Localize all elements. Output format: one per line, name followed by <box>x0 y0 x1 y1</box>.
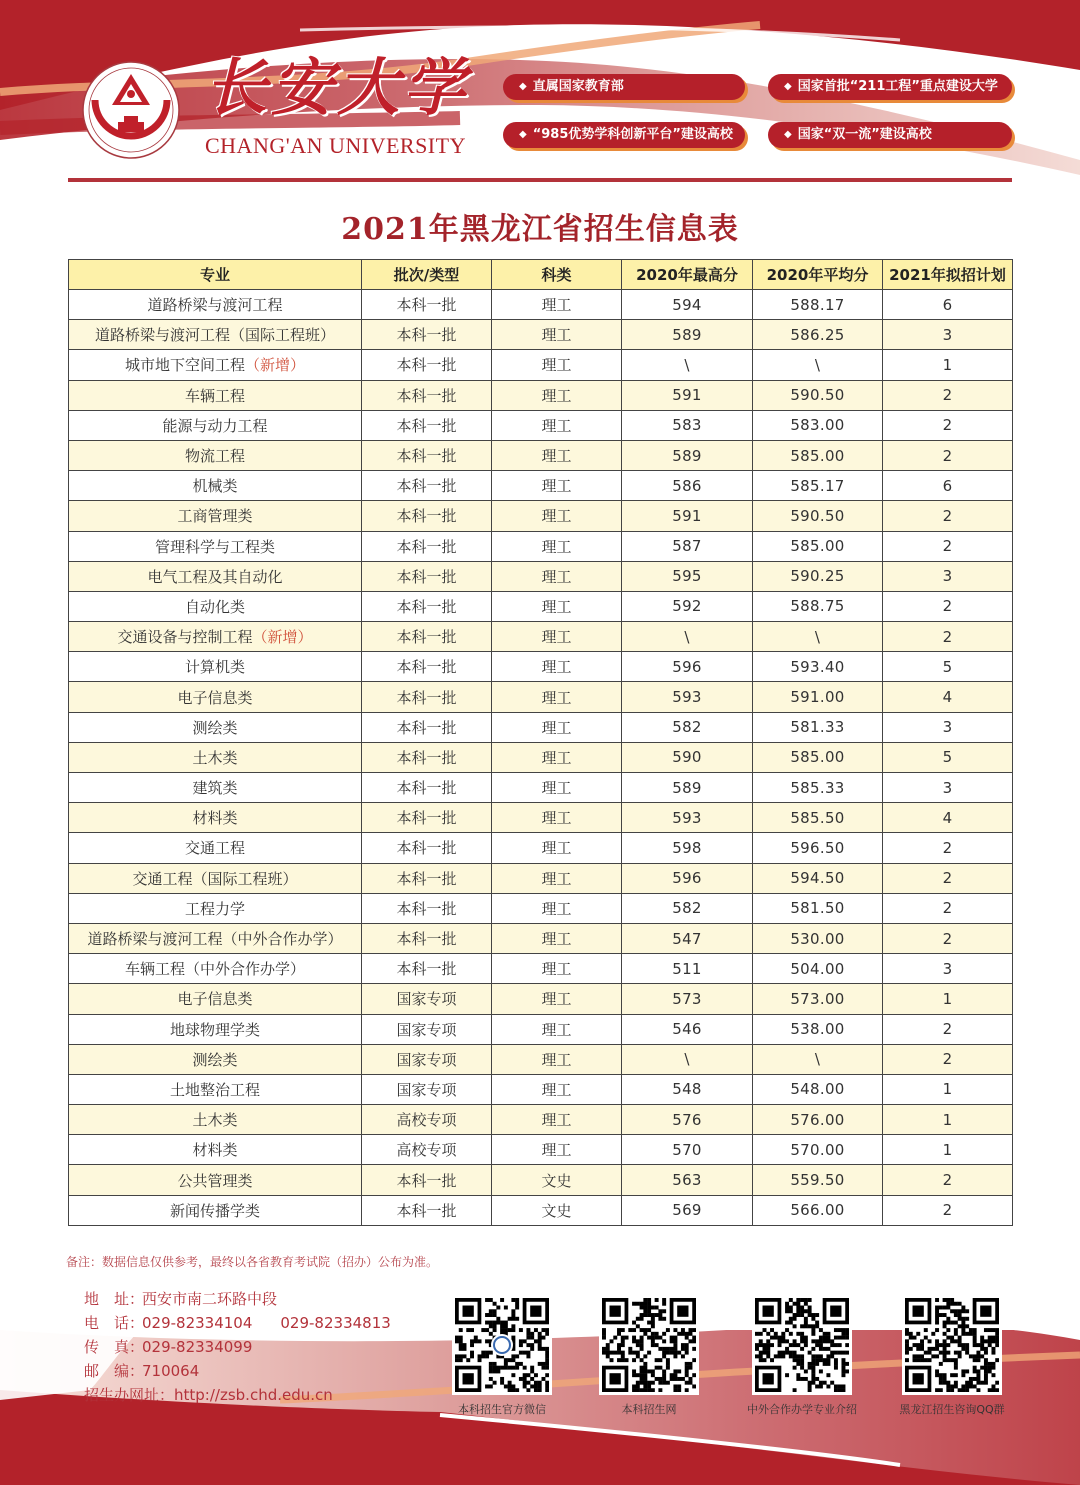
major-cell: 车辆工程 <box>69 380 362 410</box>
avg-score-cell: 581.33 <box>753 712 883 742</box>
avg-score-cell: 585.50 <box>753 803 883 833</box>
batch-cell: 本科一批 <box>362 380 492 410</box>
max-score-cell: 586 <box>622 471 753 501</box>
major-cell: 物流工程 <box>69 440 362 470</box>
avg-score-cell: 583.00 <box>753 410 883 440</box>
plan-cell: 5 <box>883 742 1013 772</box>
max-score-cell: 593 <box>622 803 753 833</box>
table-row <box>69 501 1013 531</box>
max-score-cell: 563 <box>622 1165 753 1195</box>
plan-cell: 3 <box>883 320 1013 350</box>
table-row <box>69 863 1013 893</box>
plan-cell: 2 <box>883 1014 1013 1044</box>
max-score-cell: \ <box>622 350 753 380</box>
batch-cell: 本科一批 <box>362 742 492 772</box>
major-cell: 道路桥梁与渡河工程（国际工程班） <box>69 320 362 350</box>
avg-score-cell: 590.50 <box>753 380 883 410</box>
qr-joint-program: 中外合作办学专业介绍 <box>752 1295 852 1417</box>
plan-cell: 2 <box>883 863 1013 893</box>
major-cell: 车辆工程（中外合作办学） <box>69 954 362 984</box>
batch-cell: 本科一批 <box>362 320 492 350</box>
max-score-cell: 582 <box>622 712 753 742</box>
batch-cell: 本科一批 <box>362 803 492 833</box>
max-score-cell: 511 <box>622 954 753 984</box>
category-cell: 理工 <box>492 1074 622 1104</box>
max-score-cell: 569 <box>622 1195 753 1225</box>
avg-score-cell: 594.50 <box>753 863 883 893</box>
category-cell: 理工 <box>492 1014 622 1044</box>
max-score-cell: 589 <box>622 320 753 350</box>
batch-cell: 国家专项 <box>362 984 492 1014</box>
avg-score-cell: \ <box>753 1044 883 1074</box>
batch-cell: 国家专项 <box>362 1014 492 1044</box>
batch-cell: 本科一批 <box>362 923 492 953</box>
plan-cell: 4 <box>883 803 1013 833</box>
avg-score-cell: 548.00 <box>753 1074 883 1104</box>
phone-value-1: 029-82334104 <box>142 1314 253 1332</box>
address-row: 地 址：西安市南二环路中段 <box>84 1290 278 1308</box>
plan-cell: 1 <box>883 984 1013 1014</box>
batch-cell: 高校专项 <box>362 1105 492 1135</box>
batch-cell: 本科一批 <box>362 591 492 621</box>
qr-code-icon <box>452 1295 552 1395</box>
category-cell: 理工 <box>492 320 622 350</box>
phone-value-2: 029-82334813 <box>280 1314 391 1332</box>
major-cell: 能源与动力工程 <box>69 410 362 440</box>
avg-score-cell: \ <box>753 350 883 380</box>
website-link[interactable]: http://zsb.chd.edu.cn <box>174 1386 333 1404</box>
major-cell: 工程力学 <box>69 893 362 923</box>
max-score-cell: 594 <box>622 290 753 320</box>
major-cell: 公共管理类 <box>69 1165 362 1195</box>
qr-code-icon <box>902 1295 1002 1395</box>
category-cell: 理工 <box>492 410 622 440</box>
plan-cell: 2 <box>883 833 1013 863</box>
avg-score-cell: 585.00 <box>753 742 883 772</box>
diamond-bullet-icon: ◆ <box>784 129 792 140</box>
diamond-bullet-icon: ◆ <box>519 81 527 92</box>
batch-cell: 高校专项 <box>362 1135 492 1165</box>
admission-table <box>68 259 1013 1226</box>
plan-cell: 2 <box>883 923 1013 953</box>
major-cell: 电子信息类 <box>69 682 362 712</box>
major-cell: 新闻传播学类 <box>69 1195 362 1225</box>
avg-score-cell: \ <box>753 622 883 652</box>
major-cell: 电气工程及其自动化 <box>69 561 362 591</box>
avg-score-cell: 559.50 <box>753 1165 883 1195</box>
table-row <box>69 1165 1013 1195</box>
batch-cell: 本科一批 <box>362 1195 492 1225</box>
category-cell: 理工 <box>492 652 622 682</box>
avg-score-cell: 596.50 <box>753 833 883 863</box>
table-row <box>69 954 1013 984</box>
qr-admission-website: 本科招生网 <box>599 1295 699 1417</box>
major-cell: 材料类 <box>69 1135 362 1165</box>
column-header-category: 科类 <box>492 260 622 290</box>
avg-score-cell: 530.00 <box>753 923 883 953</box>
major-cell: 计算机类 <box>69 652 362 682</box>
batch-cell: 本科一批 <box>362 350 492 380</box>
category-cell: 理工 <box>492 682 622 712</box>
major-cell: 机械类 <box>69 471 362 501</box>
batch-cell: 本科一批 <box>362 410 492 440</box>
major-cell: 交通设备与控制工程（新增） <box>69 622 362 652</box>
max-score-cell: 593 <box>622 682 753 712</box>
category-cell: 理工 <box>492 622 622 652</box>
table-row <box>69 984 1013 1014</box>
batch-cell: 本科一批 <box>362 773 492 803</box>
table-row <box>69 290 1013 320</box>
fax-value: 029-82334099 <box>142 1338 253 1356</box>
plan-cell: 2 <box>883 410 1013 440</box>
category-cell: 理工 <box>492 863 622 893</box>
batch-cell: 本科一批 <box>362 1165 492 1195</box>
max-score-cell: 589 <box>622 440 753 470</box>
diamond-bullet-icon: ◆ <box>519 129 527 140</box>
plan-cell: 2 <box>883 893 1013 923</box>
avg-score-cell: 588.17 <box>753 290 883 320</box>
max-score-cell: 596 <box>622 863 753 893</box>
category-cell: 理工 <box>492 350 622 380</box>
table-row <box>69 652 1013 682</box>
major-cell: 地球物理学类 <box>69 1014 362 1044</box>
plan-cell: 1 <box>883 350 1013 380</box>
avg-score-cell: 590.50 <box>753 501 883 531</box>
qr-code-icon <box>752 1295 852 1395</box>
category-cell: 理工 <box>492 561 622 591</box>
category-cell: 理工 <box>492 501 622 531</box>
batch-cell: 本科一批 <box>362 471 492 501</box>
new-major-tag: （新增） <box>245 356 306 375</box>
major-cell: 道路桥梁与渡河工程（中外合作办学） <box>69 923 362 953</box>
category-cell: 理工 <box>492 1135 622 1165</box>
batch-cell: 本科一批 <box>362 833 492 863</box>
batch-cell: 本科一批 <box>362 290 492 320</box>
contact-info <box>84 1287 391 1407</box>
fax-row: 传 真：029-82334099 <box>84 1338 253 1356</box>
category-cell: 理工 <box>492 1105 622 1135</box>
address-value: 西安市南二环路中段 <box>142 1290 278 1308</box>
zip-row: 邮 编：710064 <box>84 1362 200 1380</box>
table-row <box>69 591 1013 621</box>
new-major-tag: （新增） <box>252 628 313 647</box>
avg-score-cell: 504.00 <box>753 954 883 984</box>
table-row <box>69 471 1013 501</box>
max-score-cell: 598 <box>622 833 753 863</box>
plan-cell: 6 <box>883 290 1013 320</box>
major-cell: 测绘类 <box>69 1044 362 1074</box>
avg-score-cell: 576.00 <box>753 1105 883 1135</box>
category-cell: 理工 <box>492 773 622 803</box>
batch-cell: 本科一批 <box>362 622 492 652</box>
max-score-cell: 595 <box>622 561 753 591</box>
honor-badge: ◆ “985优势学科创新平台”建设高校 <box>503 122 745 148</box>
plan-cell: 2 <box>883 440 1013 470</box>
max-score-cell: \ <box>622 622 753 652</box>
max-score-cell: \ <box>622 1044 753 1074</box>
category-cell: 文史 <box>492 1195 622 1225</box>
category-cell: 理工 <box>492 923 622 953</box>
category-cell: 理工 <box>492 591 622 621</box>
batch-cell: 国家专项 <box>362 1074 492 1104</box>
honor-badge: ◆ 国家首批“211工程”重点建设大学 <box>768 74 1012 100</box>
avg-score-cell: 538.00 <box>753 1014 883 1044</box>
batch-cell: 本科一批 <box>362 712 492 742</box>
category-cell: 理工 <box>492 893 622 923</box>
plan-cell: 2 <box>883 1165 1013 1195</box>
avg-score-cell: 585.17 <box>753 471 883 501</box>
batch-cell: 国家专项 <box>362 1044 492 1074</box>
table-row <box>69 561 1013 591</box>
table-row <box>69 803 1013 833</box>
honor-badge: ◆ 直属国家教育部 <box>503 74 745 100</box>
category-cell: 理工 <box>492 984 622 1014</box>
plan-cell: 2 <box>883 1044 1013 1074</box>
plan-cell: 2 <box>883 591 1013 621</box>
category-cell: 理工 <box>492 290 622 320</box>
plan-cell: 3 <box>883 954 1013 984</box>
table-row <box>69 440 1013 470</box>
avg-score-cell: 593.40 <box>753 652 883 682</box>
batch-cell: 本科一批 <box>362 440 492 470</box>
avg-score-cell: 581.50 <box>753 893 883 923</box>
table-header-row <box>69 260 1013 290</box>
major-cell: 自动化类 <box>69 591 362 621</box>
major-cell: 城市地下空间工程（新增） <box>69 350 362 380</box>
zip-value: 710064 <box>142 1362 200 1380</box>
major-cell: 土木类 <box>69 742 362 772</box>
major-cell: 电子信息类 <box>69 984 362 1014</box>
major-cell: 建筑类 <box>69 773 362 803</box>
table-row <box>69 1044 1013 1074</box>
plan-cell: 1 <box>883 1135 1013 1165</box>
batch-cell: 本科一批 <box>362 682 492 712</box>
max-score-cell: 596 <box>622 652 753 682</box>
max-score-cell: 573 <box>622 984 753 1014</box>
plan-cell: 6 <box>883 471 1013 501</box>
plan-cell: 2 <box>883 1195 1013 1225</box>
avg-score-cell: 588.75 <box>753 591 883 621</box>
plan-cell: 4 <box>883 682 1013 712</box>
column-header-batch: 批次/类型 <box>362 260 492 290</box>
qr-code-icon <box>599 1295 699 1395</box>
max-score-cell: 583 <box>622 410 753 440</box>
major-cell: 土地整治工程 <box>69 1074 362 1104</box>
table-row <box>69 531 1013 561</box>
table-row <box>69 350 1013 380</box>
plan-cell: 2 <box>883 531 1013 561</box>
category-cell: 理工 <box>492 531 622 561</box>
header-divider <box>68 178 1012 182</box>
major-cell: 管理科学与工程类 <box>69 531 362 561</box>
table-row <box>69 712 1013 742</box>
table-row <box>69 1014 1013 1044</box>
plan-cell: 3 <box>883 561 1013 591</box>
table-row <box>69 893 1013 923</box>
batch-cell: 本科一批 <box>362 954 492 984</box>
max-score-cell: 591 <box>622 501 753 531</box>
table-row <box>69 1195 1013 1225</box>
major-cell: 土木类 <box>69 1105 362 1135</box>
avg-score-cell: 591.00 <box>753 682 883 712</box>
table-row <box>69 1135 1013 1165</box>
major-cell: 道路桥梁与渡河工程 <box>69 290 362 320</box>
category-cell: 理工 <box>492 954 622 984</box>
max-score-cell: 576 <box>622 1105 753 1135</box>
category-cell: 文史 <box>492 1165 622 1195</box>
category-cell: 理工 <box>492 712 622 742</box>
max-score-cell: 547 <box>622 923 753 953</box>
category-cell: 理工 <box>492 1044 622 1074</box>
avg-score-cell: 585.00 <box>753 440 883 470</box>
table-row <box>69 622 1013 652</box>
category-cell: 理工 <box>492 380 622 410</box>
max-score-cell: 548 <box>622 1074 753 1104</box>
avg-score-cell: 573.00 <box>753 984 883 1014</box>
qr-qq-group: 黑龙江招生咨询QQ群 <box>902 1295 1002 1417</box>
avg-score-cell: 585.33 <box>753 773 883 803</box>
major-cell: 交通工程 <box>69 833 362 863</box>
table-row <box>69 833 1013 863</box>
max-score-cell: 546 <box>622 1014 753 1044</box>
major-cell: 工商管理类 <box>69 501 362 531</box>
table-row <box>69 320 1013 350</box>
table-row <box>69 773 1013 803</box>
column-header-major: 专业 <box>69 260 362 290</box>
plan-cell: 3 <box>883 773 1013 803</box>
batch-cell: 本科一批 <box>362 531 492 561</box>
avg-score-cell: 570.00 <box>753 1135 883 1165</box>
plan-cell: 2 <box>883 501 1013 531</box>
max-score-cell: 590 <box>622 742 753 772</box>
max-score-cell: 587 <box>622 531 753 561</box>
plan-cell: 1 <box>883 1105 1013 1135</box>
batch-cell: 本科一批 <box>362 501 492 531</box>
diamond-bullet-icon: ◆ <box>784 81 792 92</box>
batch-cell: 本科一批 <box>362 893 492 923</box>
batch-cell: 本科一批 <box>362 652 492 682</box>
avg-score-cell: 585.00 <box>753 531 883 561</box>
max-score-cell: 589 <box>622 773 753 803</box>
batch-cell: 本科一批 <box>362 561 492 591</box>
max-score-cell: 592 <box>622 591 753 621</box>
qr-official-wechat: 本科招生官方微信 <box>452 1295 552 1417</box>
table-row <box>69 682 1013 712</box>
page-title: 2021年黑龙江省招生信息表 <box>341 212 739 247</box>
phone-row: 电 话：029-82334104 029-82334813 <box>84 1314 391 1332</box>
max-score-cell: 582 <box>622 893 753 923</box>
column-header-plan: 2021年拟招计划 <box>883 260 1013 290</box>
table-row <box>69 923 1013 953</box>
avg-score-cell: 586.25 <box>753 320 883 350</box>
category-cell: 理工 <box>492 803 622 833</box>
plan-cell: 5 <box>883 652 1013 682</box>
column-header-max-score: 2020年最高分 <box>622 260 753 290</box>
max-score-cell: 591 <box>622 380 753 410</box>
plan-cell: 2 <box>883 380 1013 410</box>
table-row <box>69 380 1013 410</box>
column-header-avg-score: 2020年平均分 <box>753 260 883 290</box>
category-cell: 理工 <box>492 471 622 501</box>
major-cell: 材料类 <box>69 803 362 833</box>
category-cell: 理工 <box>492 742 622 772</box>
major-cell: 交通工程（国际工程班） <box>69 863 362 893</box>
table-row <box>69 1105 1013 1135</box>
category-cell: 理工 <box>492 440 622 470</box>
table-row <box>69 410 1013 440</box>
category-cell: 理工 <box>492 833 622 863</box>
university-name-english: CHANG'AN UNIVERSITY <box>205 133 466 158</box>
plan-cell: 1 <box>883 1074 1013 1104</box>
avg-score-cell: 566.00 <box>753 1195 883 1225</box>
website-row: 招生办网址：http://zsb.chd.edu.cn <box>84 1386 333 1404</box>
table-row <box>69 1074 1013 1104</box>
disclaimer-note: 备注：数据信息仅供参考，最终以各省教育考试院（招办）公布为准。 <box>66 1255 439 1269</box>
university-name-calligraphy: 长安大学 <box>205 51 470 124</box>
major-cell: 测绘类 <box>69 712 362 742</box>
plan-cell: 3 <box>883 712 1013 742</box>
avg-score-cell: 590.25 <box>753 561 883 591</box>
honor-badge: ◆ 国家“双一流”建设高校 <box>768 122 1012 148</box>
table-row <box>69 742 1013 772</box>
university-seal-logo <box>70 60 192 160</box>
max-score-cell: 570 <box>622 1135 753 1165</box>
batch-cell: 本科一批 <box>362 863 492 893</box>
plan-cell: 2 <box>883 622 1013 652</box>
